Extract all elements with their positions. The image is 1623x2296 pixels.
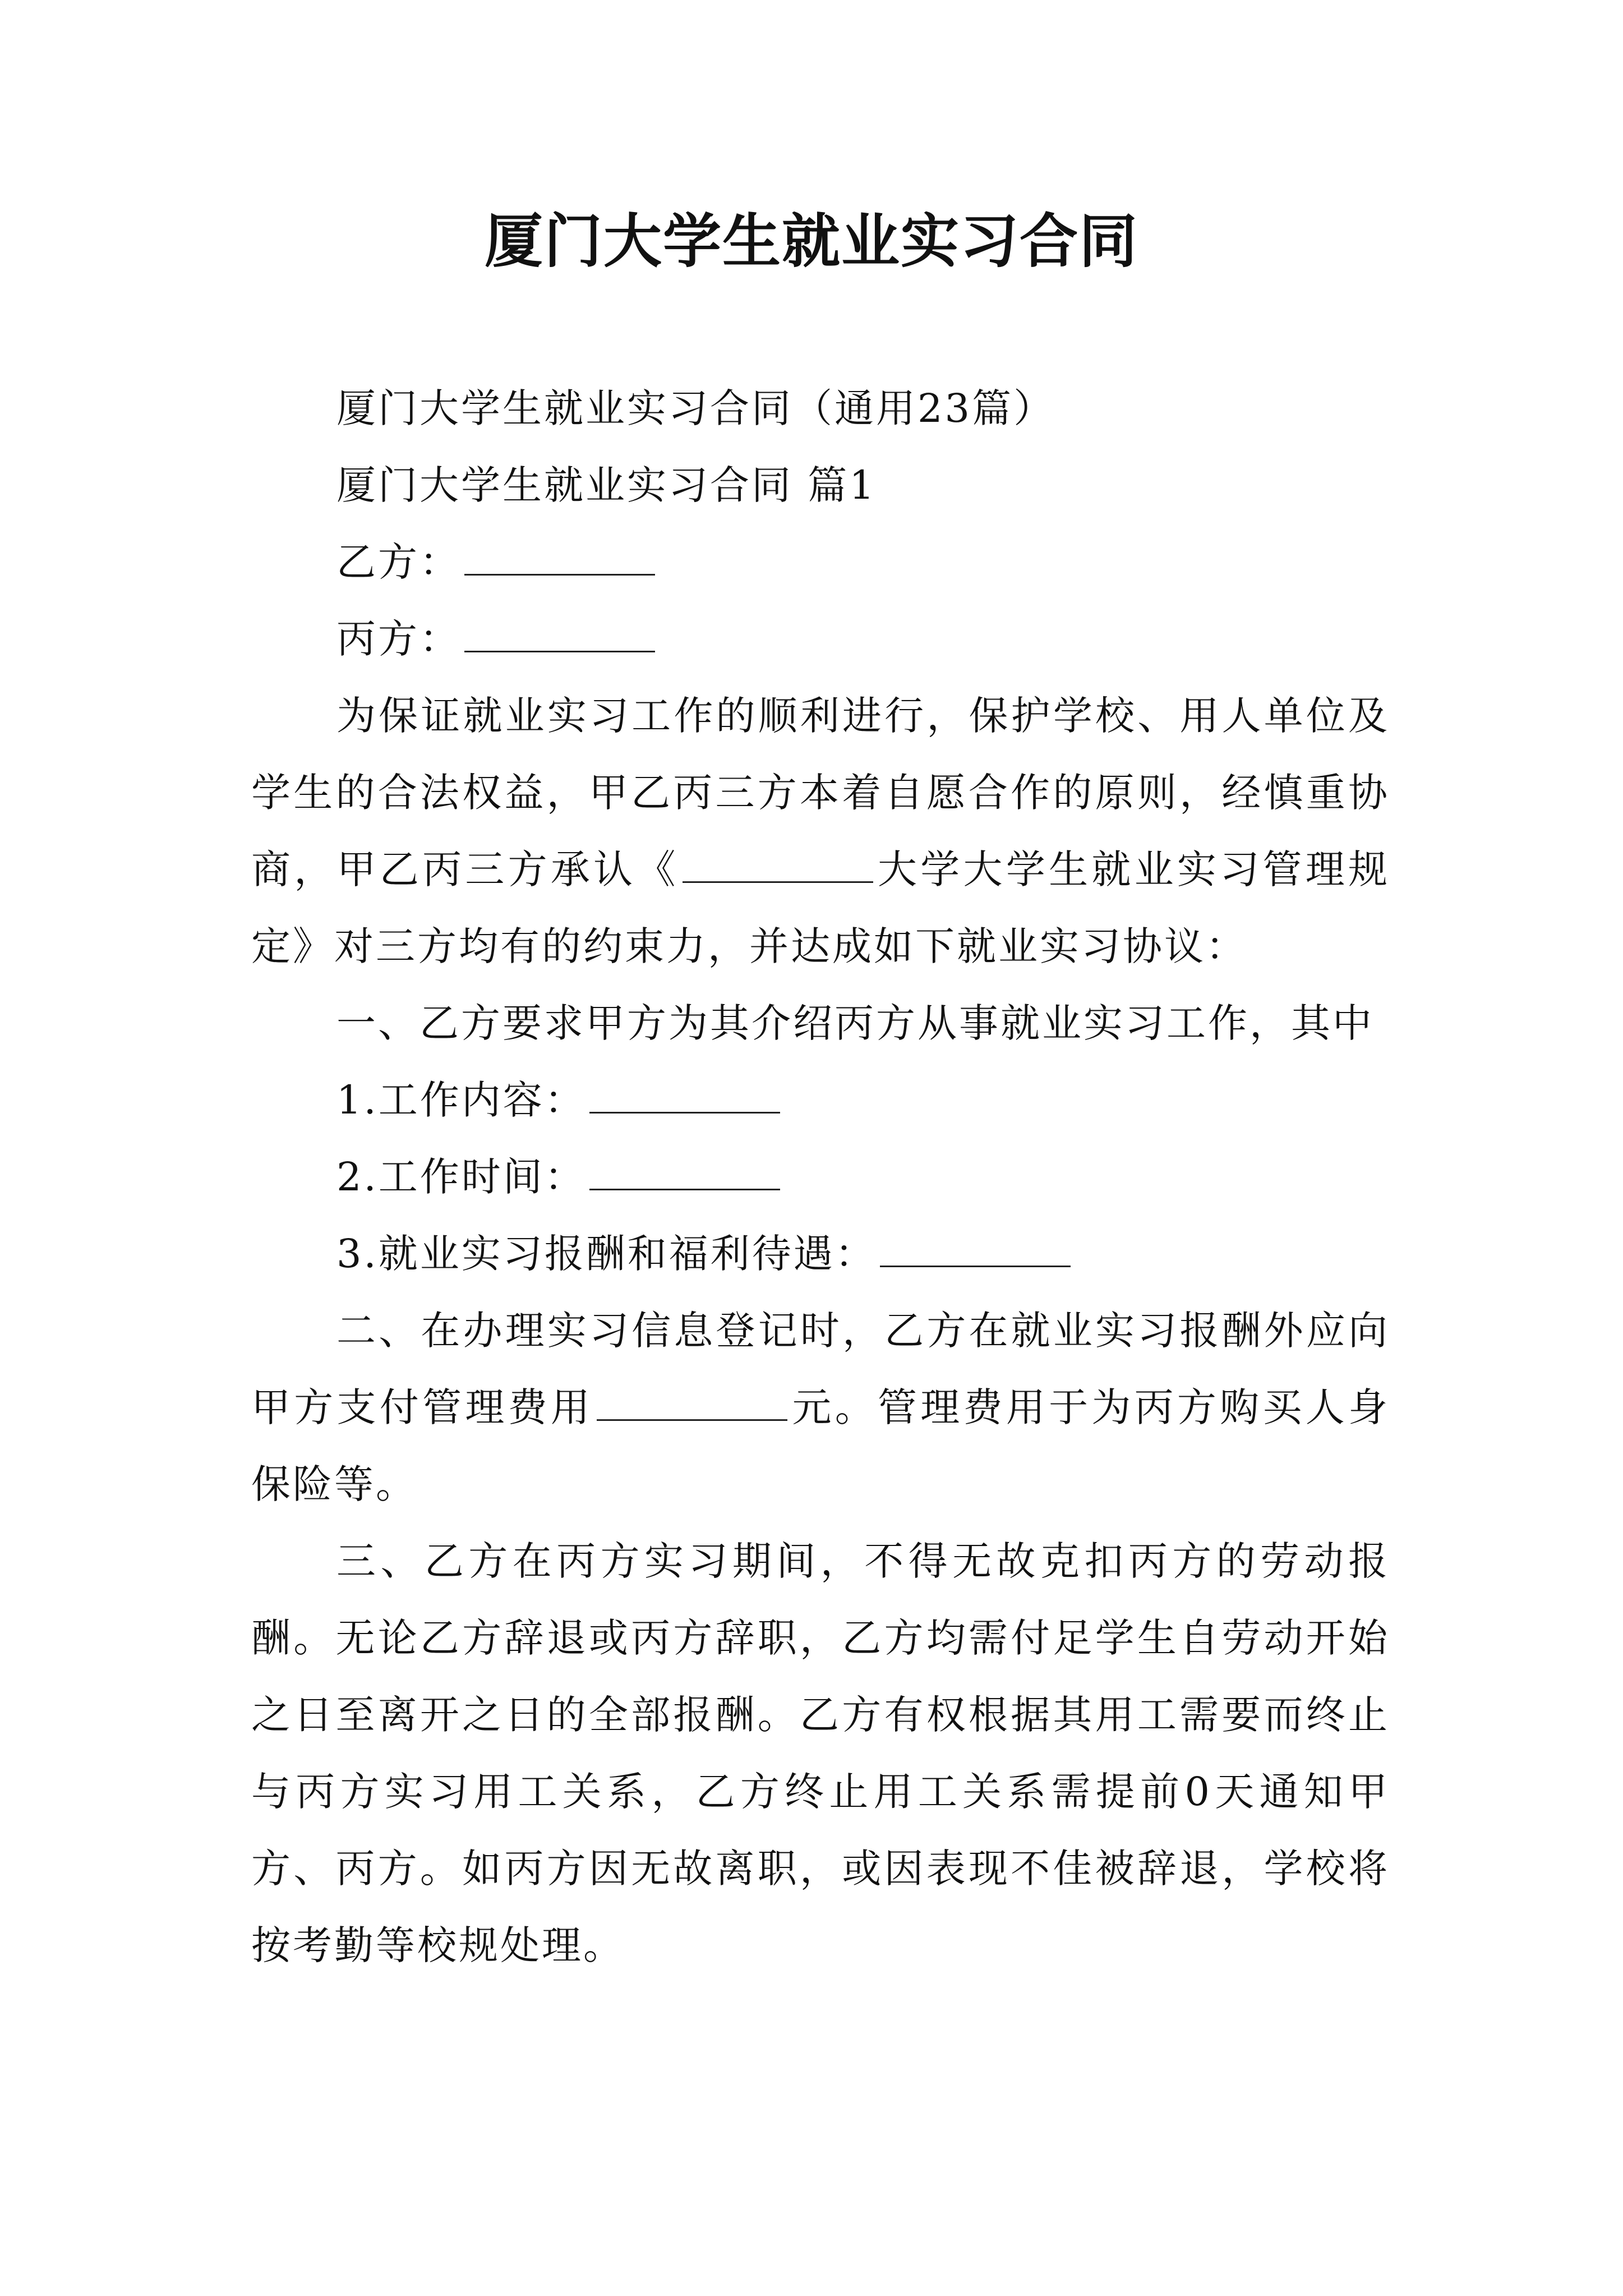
document-body bbox=[251, 370, 1390, 1984]
paragraph-clause-2 bbox=[251, 1292, 1390, 1523]
work-content-blank bbox=[589, 1078, 780, 1114]
university-name-blank bbox=[683, 848, 873, 883]
clause-2-text-before: 二、在办理实习信息登记时，乙方在就业实习报酬外应向甲方支付管理费用 bbox=[251, 1308, 1390, 1430]
preamble-text-before: 为保证就业实习工作的顺利进行，保护学校、用人单位及学生的合法权益，甲乙丙三方本着自愿合作的原则，经慎重协商，甲乙丙三方承认《 bbox=[251, 693, 1390, 892]
item-1-label: 1.工作内容： bbox=[336, 1077, 586, 1123]
paragraph-clause-1: 一、乙方要求甲方为其介绍丙方从事就业实习工作，其中 bbox=[336, 1000, 1374, 1046]
paragraph-preamble bbox=[251, 678, 1390, 985]
party-c-blank bbox=[464, 617, 655, 652]
paragraph-item-1 bbox=[251, 1062, 1390, 1139]
paragraph-item-3 bbox=[251, 1216, 1390, 1292]
party-b-blank bbox=[464, 540, 655, 576]
item-3-label: 3.就业实习报酬和福利待遇： bbox=[336, 1231, 877, 1277]
paragraph-party-b bbox=[251, 524, 1390, 601]
party-b-label: 乙方： bbox=[336, 539, 461, 585]
paragraph-part-heading: 厦门大学生就业实习合同 篇1 bbox=[336, 462, 877, 508]
pay-benefits-blank bbox=[880, 1232, 1071, 1267]
document-title: 厦门大学生就业实习合同 bbox=[484, 207, 1138, 275]
paragraph-party-c bbox=[251, 601, 1390, 678]
clause-2-text-after: 元。管理费用于为丙方购买人身保险等。 bbox=[251, 1384, 1390, 1507]
item-2-label: 2.工作时间： bbox=[336, 1154, 586, 1200]
paragraph-clause-3: 三、乙方在丙方实习期间，不得无故克扣丙方的劳动报酬。无论乙方辞退或丙方辞职，乙方均需付足学生自劳动开始之日至离开之日的全部报酬。乙方有权根据其用工需要而终止与丙方实习用工关系，乙方终止用工关系需提前0天通知甲方、丙方。如丙方因无故离职，或因表现不佳被辞退，学校将按考勤等校规处理。 bbox=[251, 1538, 1390, 1968]
work-time-blank bbox=[589, 1155, 780, 1190]
paragraph-subtitle: 厦门大学生就业实习合同（通用23篇） bbox=[336, 385, 1055, 431]
preamble-text-after: 大学大学生就业实习管理规定》对三方均有的约束力，并达成如下就业实习协议： bbox=[251, 846, 1390, 969]
management-fee-blank bbox=[597, 1386, 787, 1421]
party-c-label: 丙方： bbox=[336, 616, 461, 662]
paragraph-item-2 bbox=[251, 1139, 1390, 1216]
